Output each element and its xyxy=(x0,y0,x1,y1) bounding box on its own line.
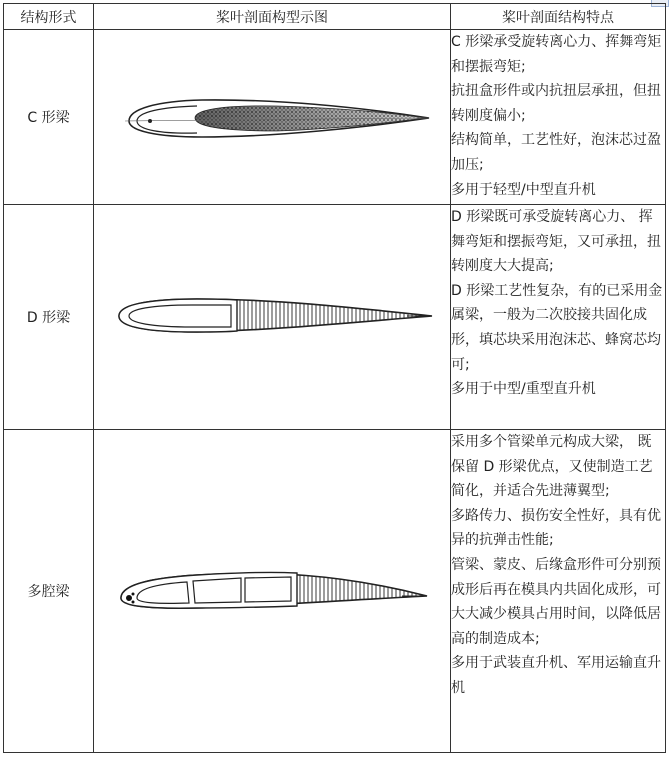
blade-structure-table xyxy=(3,3,666,753)
d-spar-description xyxy=(451,205,666,430)
multi-cell-description xyxy=(451,430,666,753)
multi-cell-feature-3: 管梁、蒙皮、后缘盒形件可分别预成形后再在模具内共固化成形，可大大减少模具占用时间，以降低居高的制造成本; xyxy=(451,556,661,647)
c-spar-feature-4: 多用于轻型/中型直升机 xyxy=(451,181,596,198)
row-type-label: D 形梁 xyxy=(4,205,94,430)
multi-cell-feature-1: 采用多个管梁单元构成大梁， 既保留 D 形梁优点，又使制造工艺简化，并适合先进薄翼型; xyxy=(451,434,653,500)
airfoil-c-spar-diagram xyxy=(107,67,437,167)
d-spar-feature-1: D 形梁既可承受旋转离心力、 挥舞弯矩和摆振弯矩，又可承扭，扭转刚度大大提高; xyxy=(451,209,661,275)
row-type-label: 多腔梁 xyxy=(4,430,94,753)
c-spar-feature-2: 抗扭盒形件或内抗扭层承扭，但扭转刚度偏小; xyxy=(451,83,661,124)
multi-cell-feature-4: 多用于武装直升机、军用运输直升机 xyxy=(451,655,661,696)
row-type-label: C 形梁 xyxy=(4,30,94,205)
d-spar-figure-cell xyxy=(94,205,451,430)
header-section-features: 桨叶剖面结构特点 xyxy=(451,4,666,30)
c-spar-feature-3: 结构简单，工艺性好，泡沫芯过盈加压; xyxy=(451,132,661,173)
table-row-c-spar xyxy=(4,30,666,205)
header-structure-type: 结构形式 xyxy=(4,4,94,30)
multi-cell-feature-2: 多路传力、损伤安全性好，具有优异的抗弹击性能; xyxy=(451,507,661,549)
table-row-multi-cell-spar xyxy=(4,430,666,753)
c-spar-description xyxy=(451,30,666,205)
multi-cell-figure-cell xyxy=(94,430,451,753)
table-row-d-spar xyxy=(4,205,666,430)
d-spar-feature-2: D 形梁工艺性复杂，有的已采用金属梁，一般为二次胶接共固化成形，填芯块采用泡沫芯、蜂窝芯均可; xyxy=(451,282,663,373)
airfoil-multi-cell-spar-diagram xyxy=(107,546,437,636)
c-spar-feature-1: C 形梁承受旋转离心力、挥舞弯矩和摆振弯矩; xyxy=(451,34,662,75)
d-spar-feature-3: 多用于中型/重型直升机 xyxy=(451,381,596,398)
airfoil-d-spar-diagram xyxy=(107,272,437,362)
c-spar-figure-cell xyxy=(94,30,451,205)
header-section-diagram: 桨叶剖面构型示图 xyxy=(94,4,451,30)
header-row xyxy=(4,4,666,30)
